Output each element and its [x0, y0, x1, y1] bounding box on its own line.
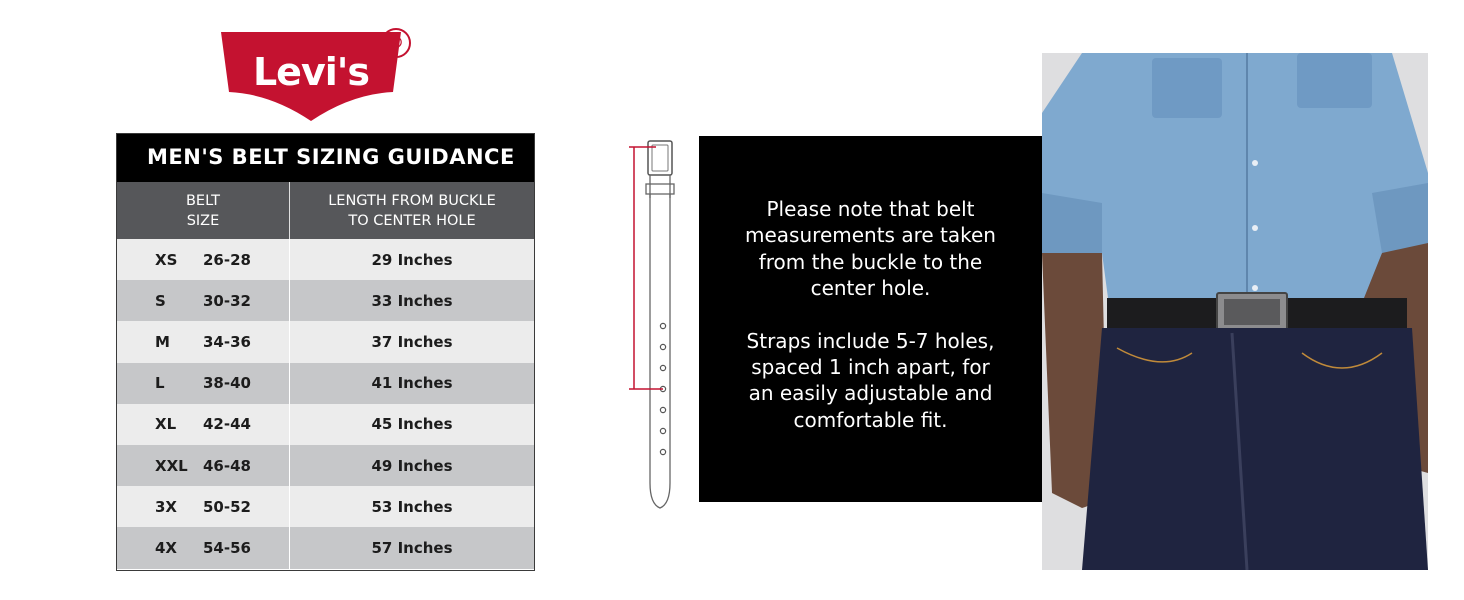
table-header — [117, 182, 534, 239]
row-range: 30-32 — [203, 291, 251, 310]
measurement-note — [699, 136, 1042, 502]
belt-measurement-diagram — [626, 138, 678, 512]
table-row — [117, 486, 534, 527]
row-length: 33 Inches — [371, 291, 453, 310]
row-length: 57 Inches — [371, 538, 453, 557]
header-belt-size-line1: BELT — [185, 192, 221, 209]
model-wearing-belt-image — [1042, 53, 1428, 570]
registered-mark: ® — [381, 28, 411, 58]
table-row — [117, 321, 534, 362]
table-row — [117, 404, 534, 445]
row-size: XS — [155, 250, 178, 269]
row-size: M — [155, 332, 170, 351]
header-belt-size — [117, 182, 290, 239]
table-row — [117, 363, 534, 404]
row-size: 4X — [155, 538, 178, 557]
row-length: 53 Inches — [371, 497, 453, 516]
row-range: 34-36 — [203, 332, 251, 351]
row-size: XXL — [155, 456, 188, 475]
row-range: 46-48 — [203, 456, 251, 475]
row-range: 26-28 — [203, 250, 251, 269]
row-length: 41 Inches — [371, 374, 453, 393]
row-size: L — [155, 374, 165, 393]
row-length: 37 Inches — [371, 332, 453, 351]
row-length: 49 Inches — [371, 456, 453, 475]
table-row — [117, 527, 534, 568]
header-length-line2: TO CENTER HOLE — [348, 212, 476, 229]
row-range: 42-44 — [203, 415, 251, 434]
table-title: MEN'S BELT SIZING GUIDANCE — [117, 134, 534, 182]
row-length: 45 Inches — [371, 415, 453, 434]
header-length-line1: LENGTH FROM BUCKLE — [328, 192, 496, 209]
brand-name: Levi's — [252, 50, 370, 94]
belt-size-table — [116, 133, 535, 571]
note-paragraph-2: Straps include 5-7 holes, spaced 1 inch apart, for an easily adjustable and comfortable fit. — [746, 328, 995, 432]
header-belt-size-line2: SIZE — [186, 212, 220, 229]
table-row — [117, 239, 534, 280]
row-range: 38-40 — [203, 374, 251, 393]
brand-logo — [221, 32, 419, 121]
belt-outline-icon — [626, 138, 678, 512]
table-row — [117, 445, 534, 486]
row-range: 50-52 — [203, 497, 251, 516]
header-length — [290, 182, 534, 239]
table-row — [117, 280, 534, 321]
row-length: 29 Inches — [371, 250, 453, 269]
row-size: 3X — [155, 497, 178, 516]
row-range: 54-56 — [203, 538, 251, 557]
row-size: S — [155, 291, 166, 310]
model-photo — [1042, 53, 1428, 570]
note-paragraph-1: Please note that belt measurements are taken from the buckle to the center hole. — [745, 197, 996, 301]
row-size: XL — [155, 415, 177, 434]
